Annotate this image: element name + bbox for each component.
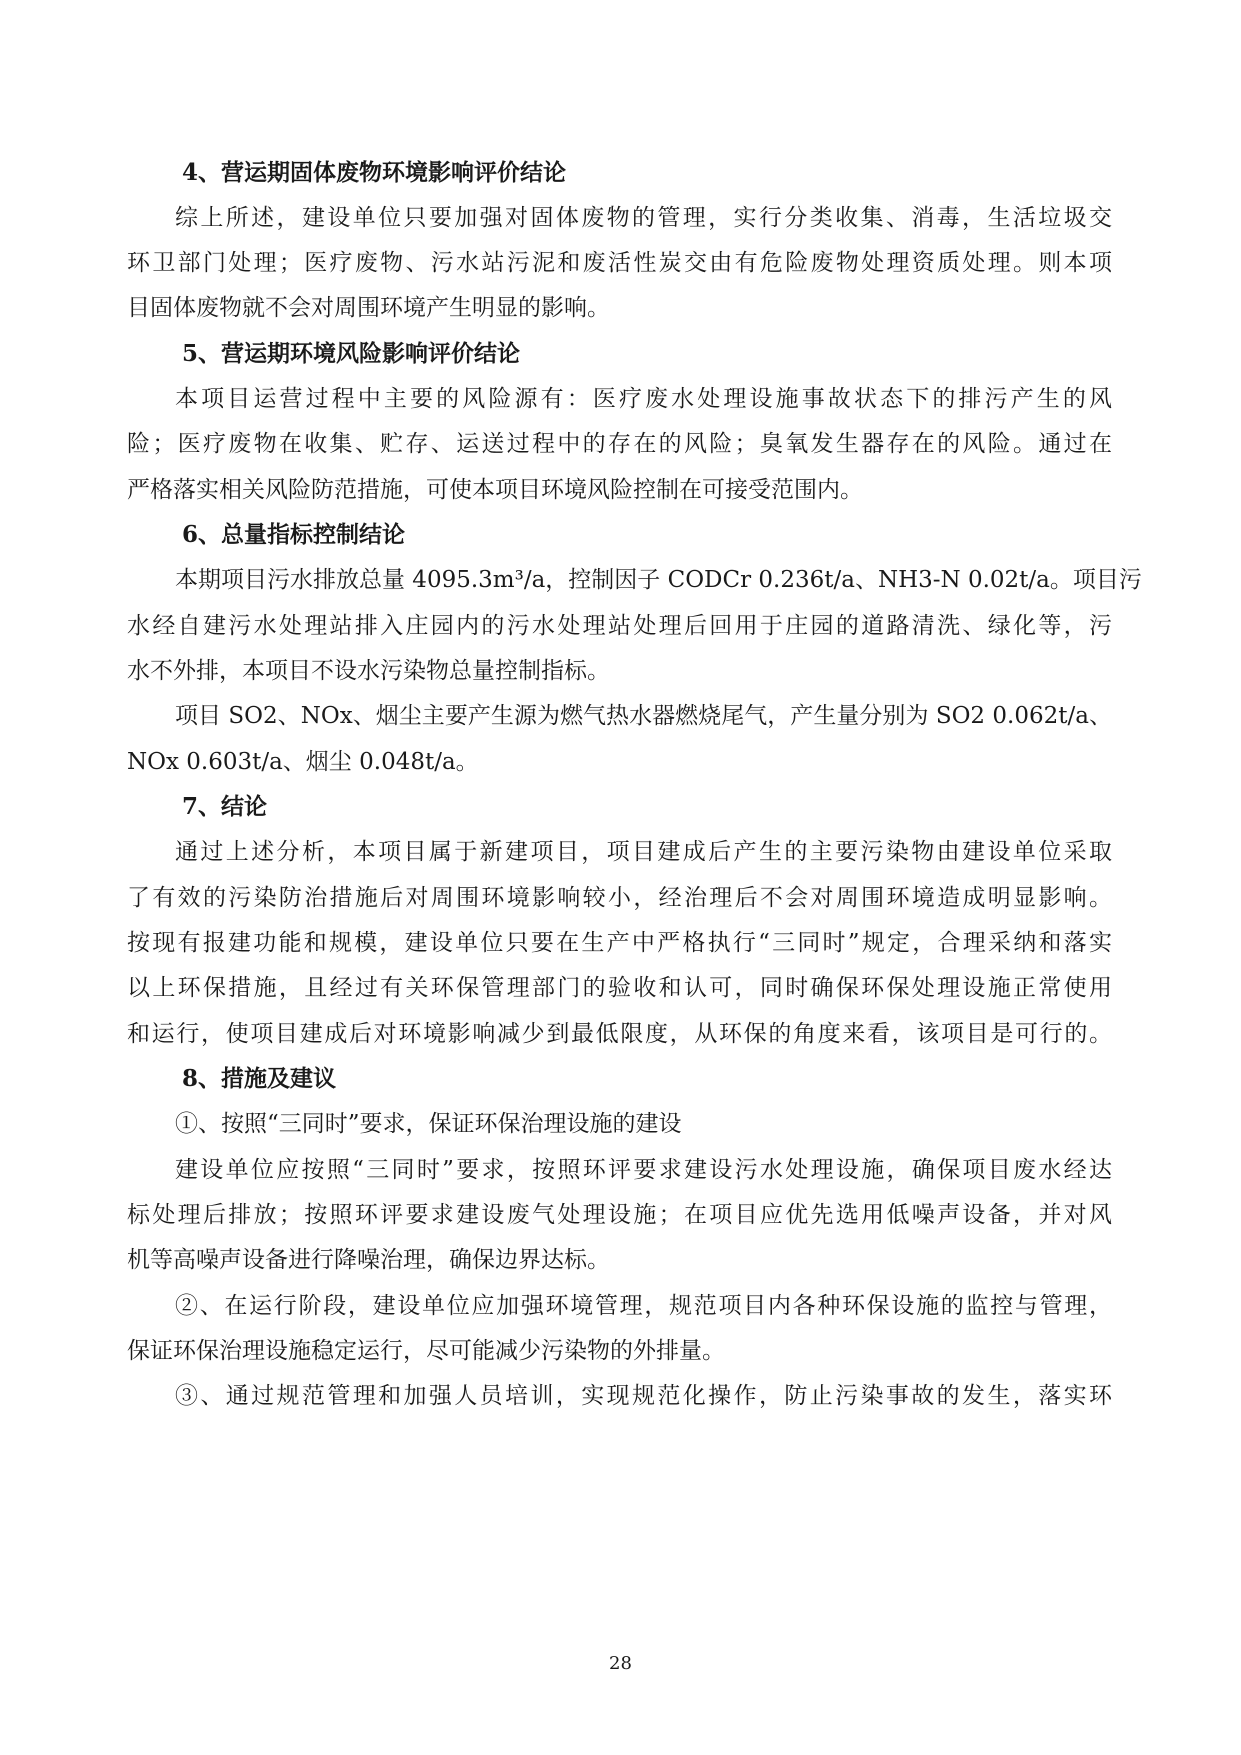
paragraph-line: 按现有报建功能和规模，建设单位只要在生产中严格执行“三同时”规定，合理采纳和落实	[127, 930, 1112, 956]
paragraph-line: 和运行，使项目建成后对环境影响减少到最低限度，从环保的角度来看，该项目是可行的。	[127, 1021, 1112, 1047]
paragraph-line: 严格落实相关风险防范措施，可使本项目环境风险控制在可接受范围内。	[127, 477, 863, 503]
section-heading-5: 5、营运期环境风险影响评价结论	[182, 340, 521, 367]
paragraph-line: 本项目运营过程中主要的风险源有：医疗废水处理设施事故状态下的排污产生的风	[175, 386, 1112, 412]
paragraph-line: 水经自建污水处理站排入庄园内的污水处理站处理后回用于庄园的道路清洗、绿化等，污	[127, 613, 1112, 639]
paragraph-line: 项目 SO2、NOx、烟尘主要产生源为燃气热水器燃烧尾气，产生量分别为 SO2 0.062t/a、	[175, 703, 1112, 729]
paragraph-line: 本期项目污水排放总量 4095.3m³/a，控制因子 CODCr 0.236t/a、NH3-N 0.02t/a。项目污	[175, 567, 1142, 593]
measure-item-3: ③、通过规范管理和加强人员培训，实现规范化操作，防止污染事故的发生，落实环	[175, 1383, 1112, 1409]
paragraph-line: 通过上述分析，本项目属于新建项目，项目建成后产生的主要污染物由建设单位采取	[175, 839, 1112, 865]
paragraph-line: 水不外排，本项目不设水污染物总量控制指标。	[127, 658, 610, 684]
paragraph-line: 保证环保治理设施稳定运行，尽可能减少污染物的外排量。	[127, 1338, 725, 1364]
page-number: 28	[609, 1653, 632, 1674]
paragraph-line: 目固体废物就不会对周围环境产生明显的影响。	[127, 295, 610, 321]
paragraph-line: 标处理后排放；按照环评要求建设废气处理设施；在项目应优先选用低噪声设备，并对风	[127, 1202, 1112, 1228]
section-heading-8: 8、措施及建议	[182, 1065, 337, 1092]
measure-item-2: ②、在运行阶段，建设单位应加强环境管理，规范项目内各种环保设施的监控与管理，	[175, 1293, 1112, 1319]
section-heading-7: 7、结论	[182, 793, 268, 820]
paragraph-line: 环卫部门处理；医疗废物、污水站污泥和废活性炭交由有危险废物处理资质处理。则本项	[127, 250, 1112, 276]
paragraph-line: 险；医疗废物在收集、贮存、运送过程中的存在的风险；臭氧发生器存在的风险。通过在	[127, 431, 1112, 457]
section-heading-6: 6、总量指标控制结论	[182, 521, 406, 548]
paragraph-line: 了有效的污染防治措施后对周围环境影响较小，经治理后不会对周围环境造成明显影响。	[127, 885, 1112, 911]
paragraph-line: 机等高噪声设备进行降噪治理，确保边界达标。	[127, 1247, 610, 1273]
paragraph-line: 综上所述，建设单位只要加强对固体废物的管理，实行分类收集、消毒，生活垃圾交	[175, 205, 1112, 231]
section-heading-4: 4、营运期固体废物环境影响评价结论	[182, 159, 567, 186]
paragraph-line: 以上环保措施，且经过有关环保管理部门的验收和认可，同时确保环保处理设施正常使用	[127, 975, 1112, 1001]
paragraph-line: 建设单位应按照“三同时”要求，按照环评要求建设污水处理设施，确保项目废水经达	[175, 1157, 1112, 1183]
measure-item-1: ①、按照“三同时”要求，保证环保治理设施的建设	[175, 1111, 682, 1137]
paragraph-line: NOx 0.603t/a、烟尘 0.048t/a。	[127, 749, 479, 775]
